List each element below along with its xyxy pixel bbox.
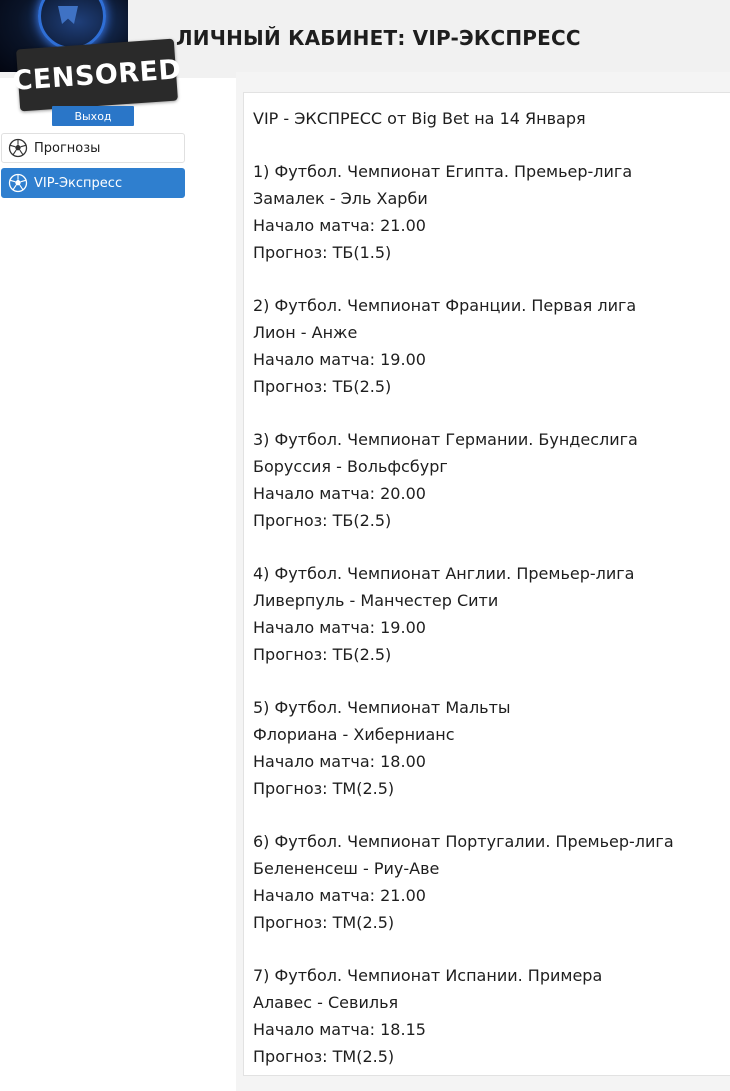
match-forecast: Прогноз: ТМ(2.5) [253, 1047, 395, 1066]
match-start-time: Начало матча: 21.00 [253, 216, 426, 235]
logout-button[interactable]: Выход [52, 106, 134, 126]
match-forecast: Прогноз: ТБ(2.5) [253, 645, 392, 664]
match-item [253, 426, 730, 534]
match-teams: Лион - Анже [253, 323, 358, 342]
page-title: ЛИЧНЫЙ КАБИНЕТ: VIP-ЭКСПРЕСС [176, 26, 581, 50]
sidebar-item-label: VIP-Экспресс [34, 175, 123, 191]
match-teams: Белененсеш - Риу-Аве [253, 859, 440, 878]
match-start-time: Начало матча: 21.00 [253, 886, 426, 905]
match-teams: Флориана - Хибернианс [253, 725, 455, 744]
match-item [253, 158, 730, 266]
match-start-time: Начало матча: 18.15 [253, 1020, 426, 1039]
sidebar-item-forecasts[interactable] [1, 133, 185, 163]
sidebar-nav [1, 133, 185, 203]
match-forecast: Прогноз: ТБ(2.5) [253, 377, 392, 396]
match-item [253, 292, 730, 400]
match-start-time: Начало матча: 18.00 [253, 752, 426, 771]
soccer-ball-icon [8, 138, 28, 158]
match-league: 6) Футбол. Чемпионат Португалии. Премьер-лига [253, 832, 674, 851]
match-teams: Боруссия - Вольфсбург [253, 457, 448, 476]
soccer-ball-icon [8, 173, 28, 193]
match-league: 3) Футбол. Чемпионат Германии. Бундеслига [253, 430, 638, 449]
match-item [253, 694, 730, 802]
sidebar-item-vip-express[interactable] [1, 168, 185, 198]
match-item [253, 560, 730, 668]
express-card [243, 92, 730, 1076]
sidebar-item-label: Прогнозы [34, 140, 101, 156]
match-league: 1) Футбол. Чемпионат Египта. Премьер-лига [253, 162, 633, 181]
match-teams: Ливерпуль - Манчестер Сити [253, 591, 499, 610]
match-league: 2) Футбол. Чемпионат Франции. Первая лига [253, 296, 637, 315]
match-forecast: Прогноз: ТБ(2.5) [253, 511, 392, 530]
match-league: 4) Футбол. Чемпионат Англии. Премьер-лига [253, 564, 635, 583]
match-forecast: Прогноз: ТМ(2.5) [253, 913, 395, 932]
express-heading: VIP - ЭКСПРЕСС от Big Bet на 14 Января [253, 109, 586, 128]
match-start-time: Начало матча: 19.00 [253, 350, 426, 369]
match-league: 5) Футбол. Чемпионат Мальты [253, 698, 511, 717]
censored-sticker [11, 39, 183, 112]
match-teams: Алавес - Севилья [253, 993, 399, 1012]
match-start-time: Начало матча: 20.00 [253, 484, 426, 503]
match-start-time: Начало матча: 19.00 [253, 618, 426, 637]
match-item [253, 828, 730, 936]
match-item [253, 962, 730, 1070]
match-forecast: Прогноз: ТМ(2.5) [253, 779, 395, 798]
match-league: 7) Футбол. Чемпионат Испании. Примера [253, 966, 603, 985]
censored-label: CENSORED [11, 53, 183, 97]
match-teams: Замалек - Эль Харби [253, 189, 428, 208]
match-forecast: Прогноз: ТБ(1.5) [253, 243, 392, 262]
